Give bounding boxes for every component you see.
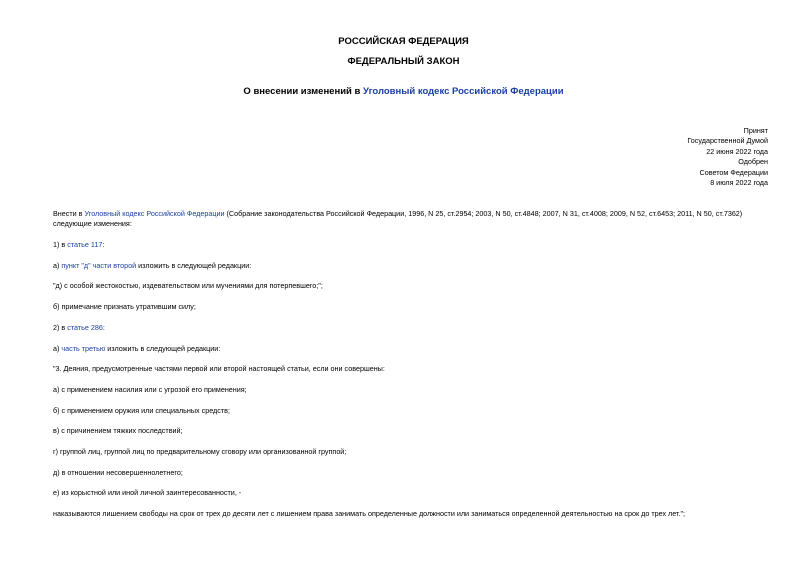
acceptance-line: Государственной Думой: [687, 136, 768, 146]
subitem-g: г) группой лиц, группой лиц по предварительному сговору или организованной группой;: [53, 447, 347, 456]
subitem-b: б) с применением оружия или специальных средств;: [53, 406, 230, 415]
acceptance-line: Принят: [743, 126, 768, 135]
law-title-prefix: О внесении изменений в: [243, 86, 364, 97]
item-1a-before: а): [53, 261, 62, 270]
intro-text-before: Внести в: [53, 209, 85, 218]
subitem-a: а) с применением насилия или с угрозой его применения;: [53, 385, 247, 394]
part-3-link[interactable]: часть третью: [61, 344, 106, 353]
acceptance-line: 8 июля 2022 года: [710, 178, 768, 188]
item-1: [53, 240, 767, 250]
article-286-link[interactable]: статье 286: [67, 323, 103, 332]
item-2-before: 2) в: [53, 323, 68, 332]
item-1-after: :: [102, 240, 105, 249]
intro-paragraph: [53, 209, 767, 230]
penalty-text: наказываются лишением свободы на срок от трех до десяти лет с лишением права занимать определенные должности или заниматься определенной деятельностью на срок до трех лет.";: [53, 509, 686, 518]
acceptance-line: Одобрен: [738, 157, 768, 167]
item-2a-after: изложить в следующей редакции:: [105, 344, 221, 353]
item-2a-before: а): [53, 344, 62, 353]
acceptance-line: 22 июня 2022 года: [706, 146, 768, 156]
item-1a-after: изложить в следующей редакции:: [136, 261, 252, 270]
item-1a-text: "д) с особой жестокостью, издевательством или мучениями для потерпевшего;";: [53, 281, 323, 290]
subitem-e: е) из корыстной или иной личной заинтересованности, -: [53, 488, 242, 497]
acceptance-block: [687, 126, 768, 188]
subitem-d: д) в отношении несовершеннолетнего;: [53, 468, 183, 477]
law-title: [0, 86, 807, 97]
item-1-before: 1) в: [53, 240, 68, 249]
item-1b: б) примечание признать утратившим силу;: [53, 302, 196, 311]
acceptance-line: Советом Федерации: [699, 167, 768, 177]
point-d-part-2-link[interactable]: пункт "д" части второй: [61, 261, 137, 270]
item-2-after: :: [102, 323, 105, 332]
item-2: [53, 323, 767, 333]
item-2a-text: "3. Деяния, предусмотренные частями первой или второй настоящей статьи, если они совершены:: [53, 364, 385, 373]
criminal-code-title-link[interactable]: Уголовный кодекс Российской Федерации: [363, 86, 564, 97]
item-1a: [53, 261, 767, 271]
intro-text-after: (Собрание законодательства Российской Федерации, 1996, N 25, ст.2954; 2003, N 50, ст.4848; 2007, N 31, ст.4008; 2009, N 52, ст.6453; 2011, N 50, ст.7362) следующие изменения:: [53, 209, 743, 229]
document-country-heading: РОССИЙСКАЯ ФЕДЕРАЦИЯ: [338, 36, 469, 47]
subitem-v: в) с причинением тяжких последствий;: [53, 426, 183, 435]
criminal-code-link[interactable]: Уголовный кодекс Российской Федерации: [84, 209, 225, 218]
document-type-heading: ФЕДЕРАЛЬНЫЙ ЗАКОН: [347, 56, 460, 67]
item-2a: [53, 344, 767, 354]
article-117-link[interactable]: статье 117: [67, 240, 103, 249]
